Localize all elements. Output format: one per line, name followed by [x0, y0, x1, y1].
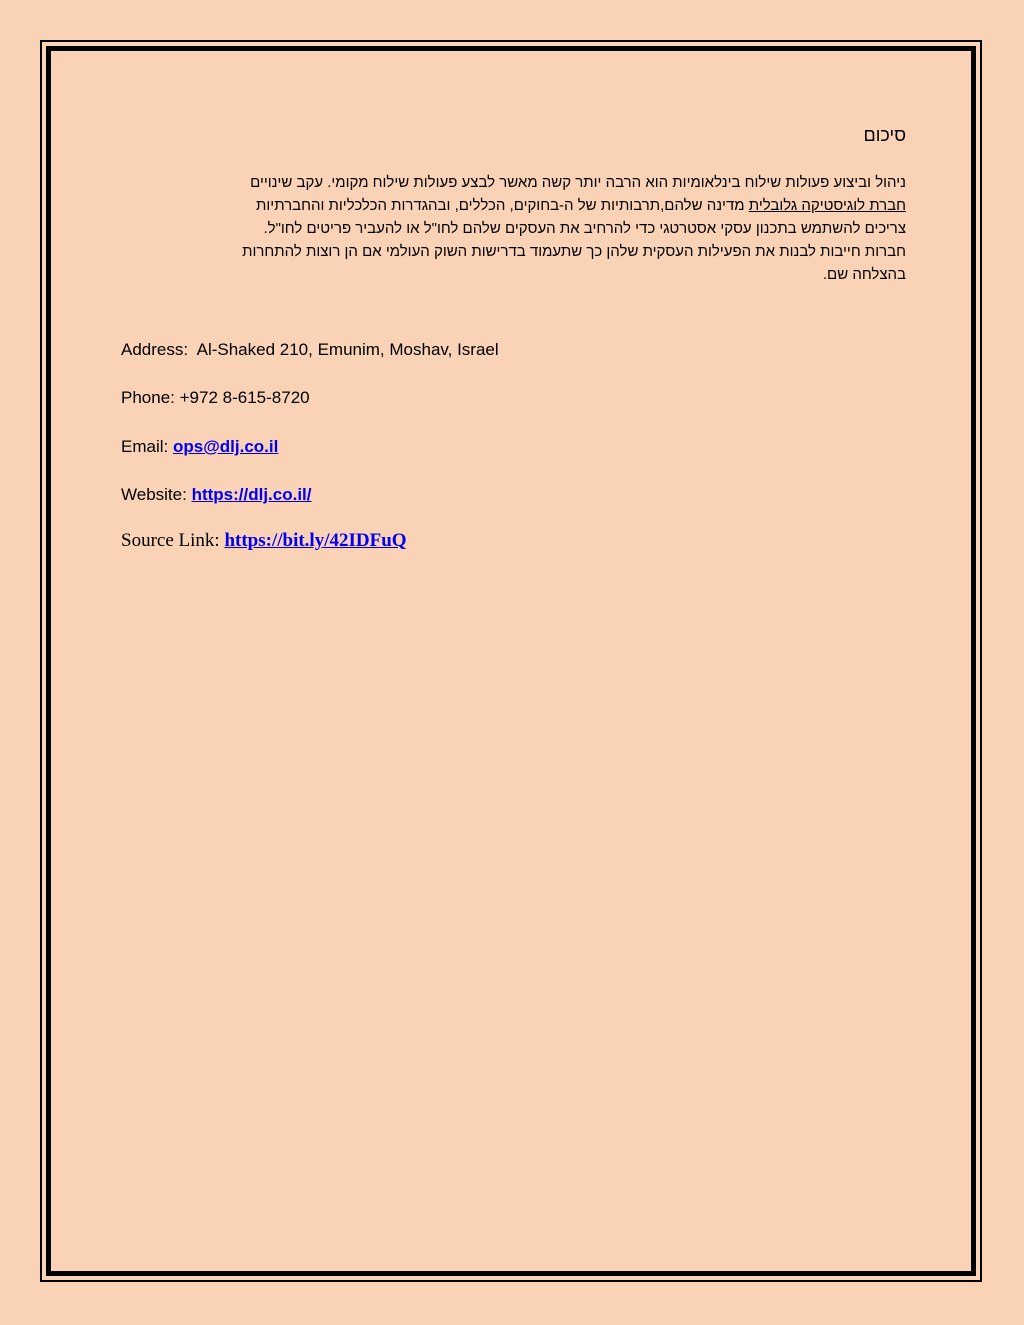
- email-line: [121, 436, 278, 458]
- website-label: Website:: [121, 485, 187, 504]
- address-label: Address:: [121, 340, 189, 359]
- summary-line-3: צריכים להשתמש בתכנון עסקי אסטרטגי כדי להרחיב את העסקים שלהם לחו"ל או להעביר פריטים לחו"ל.: [263, 220, 906, 237]
- summary-line-2-text: מדינה שלהם,תרבותיות של ה-בחוקים, הכללים, ובהגדרות הכלכליות והחברתיות: [256, 197, 749, 214]
- source-label: Source Link:: [121, 530, 220, 551]
- global-logistics-link[interactable]: חברת לוגיסטיקה גלובלית: [748, 197, 906, 214]
- email-link[interactable]: ops@dlj.co.il: [172, 437, 279, 456]
- summary-paragraph: [120, 171, 906, 286]
- summary-line-2: [120, 194, 906, 217]
- source-link[interactable]: https://bit.ly/42IDFuQ: [224, 530, 407, 551]
- address-value: Al-Shaked 210, Emunim, Moshav, Israel: [196, 340, 499, 359]
- phone-label: Phone:: [121, 388, 175, 407]
- email-label: Email:: [121, 437, 169, 456]
- website-link[interactable]: https://dlj.co.il/: [191, 485, 312, 504]
- summary-line-4: חברות חייבות לבנות את הפעילות העסקית שלהן כך שתעמוד בדרישות השוק העולמי אם הן רוצות להתחרות: [242, 243, 906, 260]
- address-line: [121, 339, 499, 361]
- phone-value: +972 8-615-8720: [179, 388, 310, 407]
- summary-line-5: בהצלחה שם.: [822, 266, 906, 283]
- source-line: [121, 530, 407, 552]
- summary-heading: סיכום: [863, 125, 906, 145]
- website-line: [121, 484, 312, 506]
- phone-line: [121, 387, 310, 409]
- summary-line-1: ניהול וביצוע פעולות שילוח בינלאומיות הוא הרבה יותר קשה מאשר לבצע פעולות שילוח מקומי. עקב שינויים: [250, 174, 906, 191]
